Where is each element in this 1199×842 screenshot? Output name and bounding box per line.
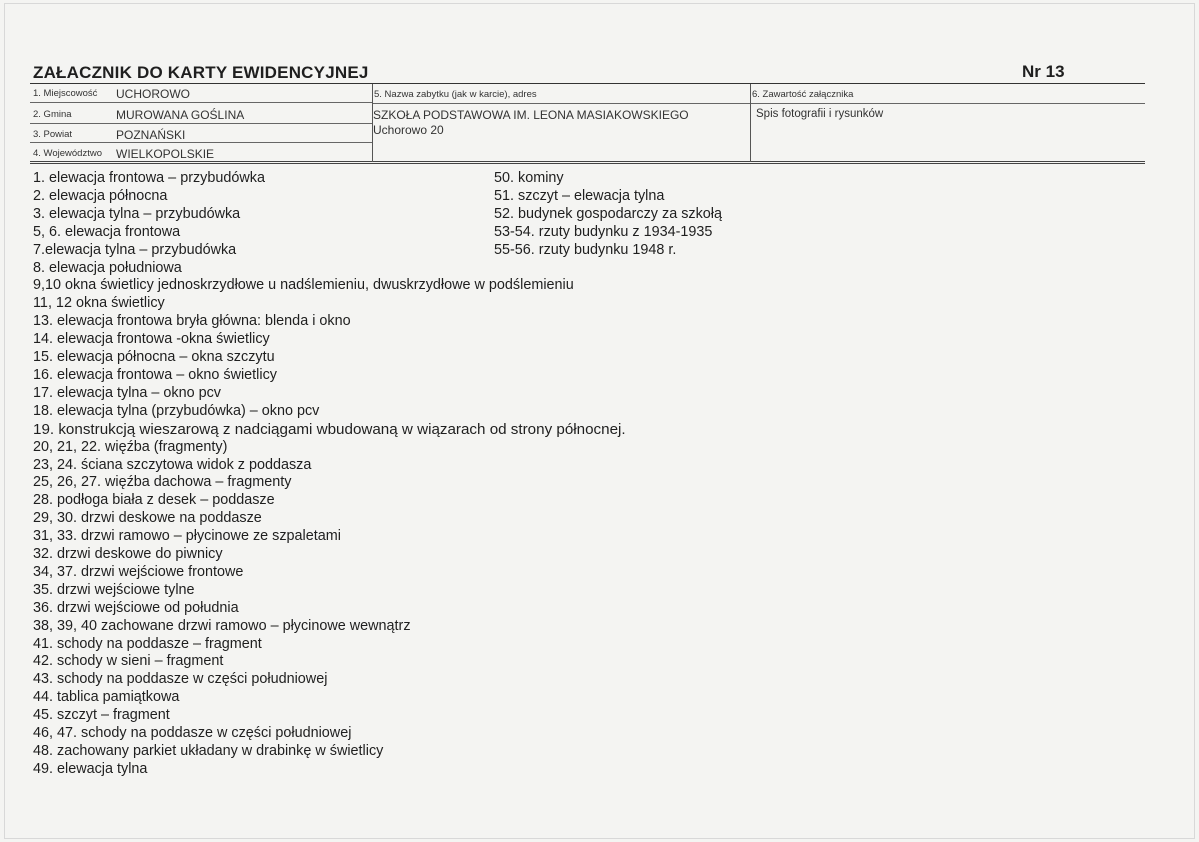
field-row-district <box>30 124 372 143</box>
list-item: 19. konstrukcją wieszarową z nadciągami wbudowaną w wiązarach od strony północnej. <box>33 420 626 438</box>
divider <box>751 103 1145 104</box>
list-item: 34, 37. drzwi wejściowe frontowe <box>33 563 244 580</box>
list-item: 23, 24. ściana szczytowa widok z poddasza <box>33 456 312 473</box>
field-label: 3. Powiat <box>33 129 73 140</box>
list-item: 32. drzwi deskowe do piwnicy <box>33 546 223 563</box>
field-value: POZNAŃSKI <box>116 128 186 142</box>
list-item: 14. elewacja frontowa -okna świetlicy <box>33 331 270 348</box>
monument-label: 5. Nazwa zabytku (jak w karcie), adres <box>374 89 537 100</box>
field-label: 1. Miejscowość <box>33 88 98 99</box>
attachment-label: 6. Zawartość załącznika <box>752 89 854 100</box>
list-item: 35. drzwi wejściowe tylne <box>33 581 195 598</box>
attachment-field <box>751 84 1145 162</box>
divider <box>373 103 750 104</box>
photo-list-right <box>494 170 722 260</box>
list-item: 11, 12 okna świetlicy <box>33 295 165 312</box>
list-item: 9,10 okna świetlicy jednoskrzydłowe u nadślemieniu, dwuskrzydłowe w podślemieniu <box>33 277 574 294</box>
list-item: 3. elewacja tylna – przybudówka <box>33 205 241 222</box>
list-item: 28. podłoga biała z desek – poddasze <box>33 492 275 509</box>
field-label: 4. Województwo <box>33 148 102 159</box>
list-item: 29, 30. drzwi deskowe na poddasze <box>33 510 262 527</box>
field-row-locality <box>30 84 372 103</box>
monument-value: SZKOŁA PODSTAWOWA IM. LEONA MASIAKOWSKIEGO Uchorowo 20 <box>373 108 689 137</box>
list-item: 43. schody na poddasze w części południowej <box>33 671 328 688</box>
list-item: 45. szczyt – fragment <box>33 707 170 724</box>
list-item: 7.elewacja tylna – przybudówka <box>33 241 237 258</box>
list-item: 55-56. rzuty budynku 1948 r. <box>494 241 677 258</box>
list-item: 16. elewacja frontowa – okno świetlicy <box>33 366 277 383</box>
field-value: MUROWANA GOŚLINA <box>116 108 245 122</box>
list-item: 31, 33. drzwi ramowo – płycinowe ze szpaletami <box>33 528 341 545</box>
list-item: 20, 21, 22. więźba (fragmenty) <box>33 438 228 455</box>
list-item: 13. elewacja frontowa bryła główna: blenda i okno <box>33 313 351 330</box>
list-item: 25, 26, 27. więźba dachowa – fragmenty <box>33 474 292 491</box>
list-item: 52. budynek gospodarczy za szkołą <box>494 205 722 222</box>
list-item: 2. elewacja północna <box>33 187 168 204</box>
list-item: 50. kominy <box>494 170 564 186</box>
photo-list-left <box>33 170 626 779</box>
list-item: 8. elewacja południowa <box>33 259 182 276</box>
list-item: 36. drzwi wejściowe od południa <box>33 599 239 616</box>
list-item: 51. szczyt – elewacja tylna <box>494 187 665 204</box>
list-item: 5, 6. elewacja frontowa <box>33 223 181 240</box>
header-table <box>30 83 1145 164</box>
field-row-commune <box>30 103 372 124</box>
location-fields <box>30 84 372 162</box>
monument-field <box>372 84 751 162</box>
list-item: 17. elewacja tylna – okno pcv <box>33 384 221 401</box>
list-item: 41. schody na poddasze – fragment <box>33 635 262 652</box>
list-item: 44. tablica pamiątkowa <box>33 689 180 706</box>
document-number: Nr 13 <box>1022 62 1065 81</box>
list-item: 38, 39, 40 zachowane drzwi ramowo – płycinowe wewnątrz <box>33 617 411 634</box>
document-title: ZAŁACZNIK DO KARTY EWIDENCYJNEJ <box>33 63 369 82</box>
list-item: 48. zachowany parkiet układany w drabinkę w świetlicy <box>33 743 384 759</box>
field-row-voivodeship <box>30 143 372 162</box>
list-item: 49. elewacja tylna <box>33 760 148 777</box>
field-value: UCHOROWO <box>116 87 190 101</box>
list-item: 18. elewacja tylna (przybudówka) – okno pcv <box>33 402 320 419</box>
list-item: 46, 47. schody na poddasze w części południowej <box>33 725 352 742</box>
list-item: 15. elewacja północna – okna szczytu <box>33 349 275 366</box>
list-item: 1. elewacja frontowa – przybudówka <box>33 170 265 186</box>
list-item: 42. schody w sieni – fragment <box>33 653 224 670</box>
list-item: 53-54. rzuty budynku z 1934-1935 <box>494 223 713 240</box>
attachment-value: Spis fotografii i rysunków <box>756 108 884 120</box>
field-label: 2. Gmina <box>33 109 72 120</box>
field-value: WIELKOPOLSKIE <box>116 147 215 161</box>
